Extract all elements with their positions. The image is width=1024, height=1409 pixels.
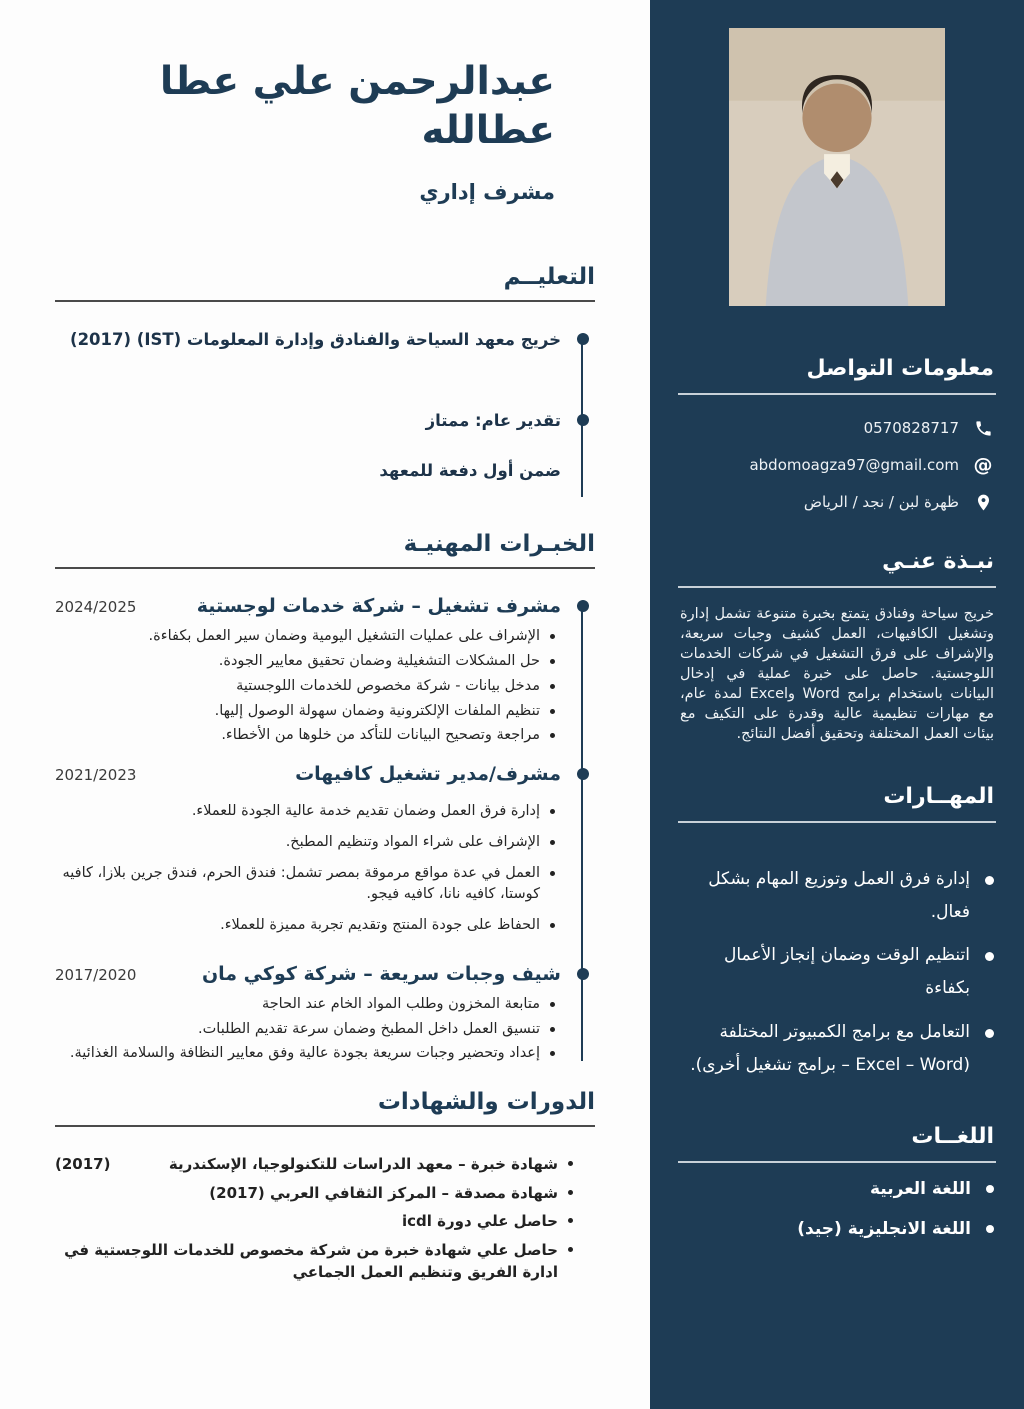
bullet-icon xyxy=(550,1002,555,1007)
job-title: شيف وجبات سريعة – شركة كوكي مان xyxy=(201,962,561,985)
bullet-icon xyxy=(568,1190,573,1195)
person-silhouette-icon xyxy=(729,28,945,306)
experience-timeline xyxy=(55,595,595,1065)
bullet-icon xyxy=(985,952,994,961)
skills-list xyxy=(650,863,1024,1082)
education-item xyxy=(55,328,561,352)
skill-item xyxy=(650,1016,1024,1082)
education-section xyxy=(55,264,595,502)
bullet-icon xyxy=(550,733,555,738)
sidebar xyxy=(650,0,1024,1409)
bullet-icon xyxy=(550,709,555,714)
job-title: مشرف تشغيل – شركة خدمات لوجستية xyxy=(196,595,561,618)
job-bullet: الإشراف على شراء المواد وتنظيم المطبخ. xyxy=(55,832,557,854)
skill-text: اتنظيم الوقت وضمان إنجاز الأعمال بكفاءة xyxy=(724,945,970,999)
person-name: عبدالرحمن علي عطا عطالله xyxy=(159,59,555,153)
experience-title: الخبـرات المهنيـة xyxy=(403,531,595,558)
bullet-icon xyxy=(985,1029,994,1038)
course-text: حاصل علي دورة icdl xyxy=(402,1212,558,1231)
timeline-dot-icon xyxy=(577,414,589,426)
language-text: اللغة الانجليزية (جيد) xyxy=(797,1218,971,1239)
phone-icon xyxy=(972,417,994,439)
job-header xyxy=(55,595,561,617)
about-title: نبـذة عنـي xyxy=(882,549,994,574)
divider xyxy=(55,567,595,569)
language-item xyxy=(650,1219,1024,1239)
job-bullet: تنسيق العمل داخل المطبخ وضمان سرعة تقديم الطلبات. xyxy=(55,1019,557,1041)
divider xyxy=(678,821,996,823)
job-bullet: مراجعة وتصحيح البيانات للتأكد من خلوها من الأخطاء. xyxy=(55,725,557,747)
course-item xyxy=(55,1210,575,1233)
education-item xyxy=(55,459,561,501)
divider xyxy=(55,1125,595,1127)
job-bullets xyxy=(55,801,557,937)
education-item xyxy=(55,409,561,433)
languages-list xyxy=(650,1179,1024,1239)
bullet-icon xyxy=(550,684,555,689)
bullet-icon xyxy=(986,1185,994,1193)
job-bullet: تنظيم الملفات الإلكترونية وضمان سهولة الوصول إليها. xyxy=(55,701,557,723)
languages-section xyxy=(650,1124,1024,1239)
education-title: التعليــم xyxy=(503,263,595,290)
profile-photo xyxy=(729,28,945,306)
courses-title: الدورات والشهادات xyxy=(377,1089,595,1116)
contact-section xyxy=(650,356,1024,513)
course-item xyxy=(55,1153,575,1176)
job-bullet: متابعة المخزون وطلب المواد الخام عند الحاجة xyxy=(55,994,557,1016)
skill-item xyxy=(650,939,1024,1005)
bullet-icon xyxy=(568,1247,573,1252)
divider xyxy=(678,393,996,395)
courses-list xyxy=(55,1153,595,1284)
languages-title: اللغــات xyxy=(911,1123,994,1149)
timeline-dot-icon xyxy=(577,768,589,780)
education-text: ضمن أول دفعة للمعهد xyxy=(379,461,561,481)
about-section xyxy=(650,549,1024,744)
skills-title: المهــارات xyxy=(883,784,994,809)
job-dates: 2024/2025 xyxy=(55,598,137,617)
education-text: تقدير عام: ممتاز xyxy=(425,411,561,431)
job-bullet: الحفاظ على جودة المنتج وتقديم تجربة مميزة للعملاء. xyxy=(55,915,557,937)
education-text: خريج معهد السياحة والفنادق وإدارة المعلومات (IST) (2017) xyxy=(70,329,561,349)
experience-section xyxy=(55,531,595,1065)
divider xyxy=(678,1161,996,1163)
job-dates: 2021/2023 xyxy=(55,766,137,785)
job-header xyxy=(55,963,561,985)
email-icon: @ xyxy=(973,453,993,476)
bullet-icon xyxy=(568,1161,573,1166)
job-bullet: الإشراف على عمليات التشغيل اليومية وضمان سير العمل بكفاءة. xyxy=(55,626,557,648)
phone-number: 0570828717 xyxy=(863,419,959,437)
bullet-icon xyxy=(550,1051,555,1056)
contact-title: معلومات التواصل xyxy=(806,356,994,381)
bullet-icon xyxy=(550,923,555,928)
course-date: (2017) xyxy=(55,1155,111,1174)
skill-text: إدارة فرق العمل وتوزيع المهام بشكل فعال. xyxy=(708,869,970,923)
location-pin-icon xyxy=(972,491,994,513)
job-bullet: إعداد وتحضير وجبات سريعة بجودة عالية وفق معايير النظافة والسلامة الغذائية. xyxy=(55,1043,557,1065)
language-text: اللغة العربية xyxy=(870,1178,971,1199)
contact-list xyxy=(650,417,1024,513)
job-header xyxy=(55,763,561,785)
job-title: مشرف/مدير تشغيل كافيهات xyxy=(295,763,561,786)
email-address: abdomoagza97@gmail.com xyxy=(749,456,959,474)
course-item xyxy=(55,1182,575,1205)
job-bullets xyxy=(55,994,557,1065)
job-entry xyxy=(55,963,561,1065)
bullet-icon xyxy=(550,809,555,814)
course-item xyxy=(55,1239,575,1284)
person-job-title: مشرف إداري xyxy=(419,179,555,204)
bullet-icon xyxy=(568,1218,573,1223)
skills-section xyxy=(650,784,1024,1082)
bullet-icon xyxy=(550,1027,555,1032)
education-timeline xyxy=(55,328,595,502)
bullet-icon xyxy=(550,659,555,664)
job-bullet: العمل في عدة مواقع مرموقة بمصر تشمل: فندق الحرم، فندق جرين بلازا، كافيه كوستا، كافيه نانا، كافيه فيجو. xyxy=(55,863,557,907)
timeline-dot-icon xyxy=(577,600,589,612)
job-bullet: إدارة فرق العمل وضمان تقديم خدمة عالية الجودة للعملاء. xyxy=(55,801,557,823)
course-text: حاصل علي شهادة خبرة من شركة مخصوص للخدمات اللوجستية في ادارة الفريق وتنظيم العمل الجماعي xyxy=(64,1240,558,1282)
divider xyxy=(55,300,595,302)
job-entry xyxy=(55,763,561,937)
course-text: شهادة خبرة – معهد الدراسات للتكنولوجيا، الإسكندرية xyxy=(168,1155,558,1174)
job-entry xyxy=(55,595,561,747)
bullet-icon xyxy=(986,1225,994,1233)
bullet-icon xyxy=(550,871,555,876)
course-text: شهادة مصدقة – المركز الثقافي العربي (2017) xyxy=(209,1183,558,1202)
skill-text: التعامل مع برامج الكمبيوتر المختلفة (Excel – Word – برامج تشغيل أخرى). xyxy=(690,1021,970,1075)
divider xyxy=(678,586,996,588)
contact-location-row xyxy=(680,491,994,513)
courses-section xyxy=(55,1089,595,1284)
language-item xyxy=(650,1179,1024,1199)
job-bullets xyxy=(55,626,557,747)
job-dates: 2017/2020 xyxy=(55,965,137,984)
timeline-dot-icon xyxy=(577,333,589,345)
contact-email-row xyxy=(680,454,994,476)
bullet-icon xyxy=(985,876,994,885)
about-text: خريج سياحة وفنادق يتمتع بخبرة متنوعة تشمل إدارة وتشغيل الكافيهات، العمل كشيف وجبات سريعة، والإشراف على فرق التشغيل في شركات الخدمات اللوجستية. حاصل على خبرة عملية في إدخال البيانات باستخدام برامج Word وExcel لمدة عام، مع مهارات تنظيمية عالية وقدرة على التكيف مع بيئات العمل المختلفة وتحقيق أفضل النتائج. xyxy=(680,606,994,742)
job-bullet: مدخل بيانات - شركة مخصوص للخدمات اللوجستية xyxy=(55,676,557,698)
timeline-dot-icon xyxy=(577,968,589,980)
bullet-icon xyxy=(550,634,555,639)
contact-phone-row xyxy=(680,417,994,439)
bullet-icon xyxy=(550,840,555,845)
job-bullet: حل المشكلات التشغيلية وضمان تحقيق معايير الجودة. xyxy=(55,651,557,673)
skill-item xyxy=(650,863,1024,929)
location-text: ظهرة لبن / نجد / الرياض xyxy=(803,493,959,511)
